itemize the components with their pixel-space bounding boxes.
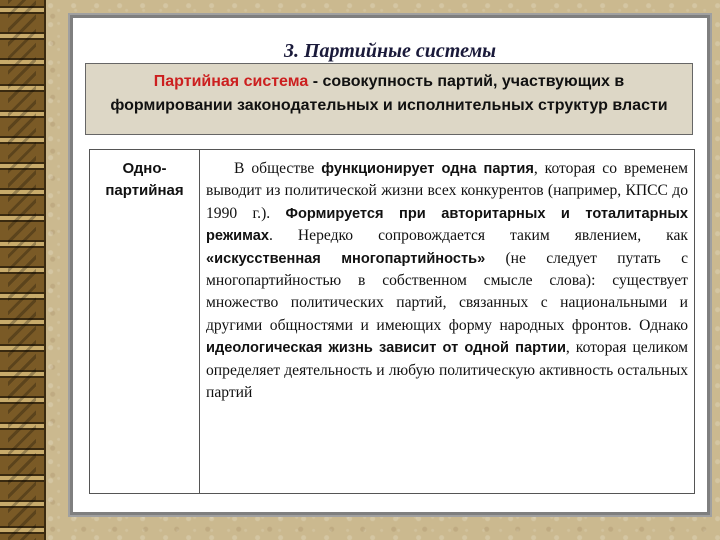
body-text: , которая целиком определяет деятельность и любую политическую активность остальных партий xyxy=(206,339,688,402)
body-text-bold: Формируется при авторитарных и тоталитарных режимах xyxy=(206,205,688,245)
body-text-bold: «искусственная многопартийность» xyxy=(206,250,486,267)
slide-title: 3. Партийные системы xyxy=(283,40,497,62)
body-text-bold: идеологическая жизнь зависит от одной партии xyxy=(206,340,566,357)
decorative-left-border xyxy=(0,0,46,540)
definition-term: Партийная система xyxy=(153,73,309,90)
slide xyxy=(70,15,710,515)
body-text: (не следует путать с многопартийностью в собственном смысле слова): существует множество политических партий, связанных с национальными и другими общностями и имеющих форму народных фронтов. Однако xyxy=(206,249,688,334)
table-header-cell: Одно-партийная xyxy=(90,150,200,493)
body-text: . Нередко сопровождается таким явлением, как xyxy=(269,227,688,245)
table-body-cell xyxy=(200,150,694,493)
body-text: В обществе xyxy=(234,160,322,177)
body-text: , которая со временем выводит из политической жизни всех конкурентов (например, КПСС до 1990 г.). xyxy=(206,160,688,222)
body-text-bold: функционирует одна партия xyxy=(321,161,534,177)
definition-box xyxy=(85,63,693,135)
definition-text: - совокупность партий, участвующих в формировании законодательных и исполнительных структур власти xyxy=(110,73,668,114)
party-system-table xyxy=(89,149,695,494)
